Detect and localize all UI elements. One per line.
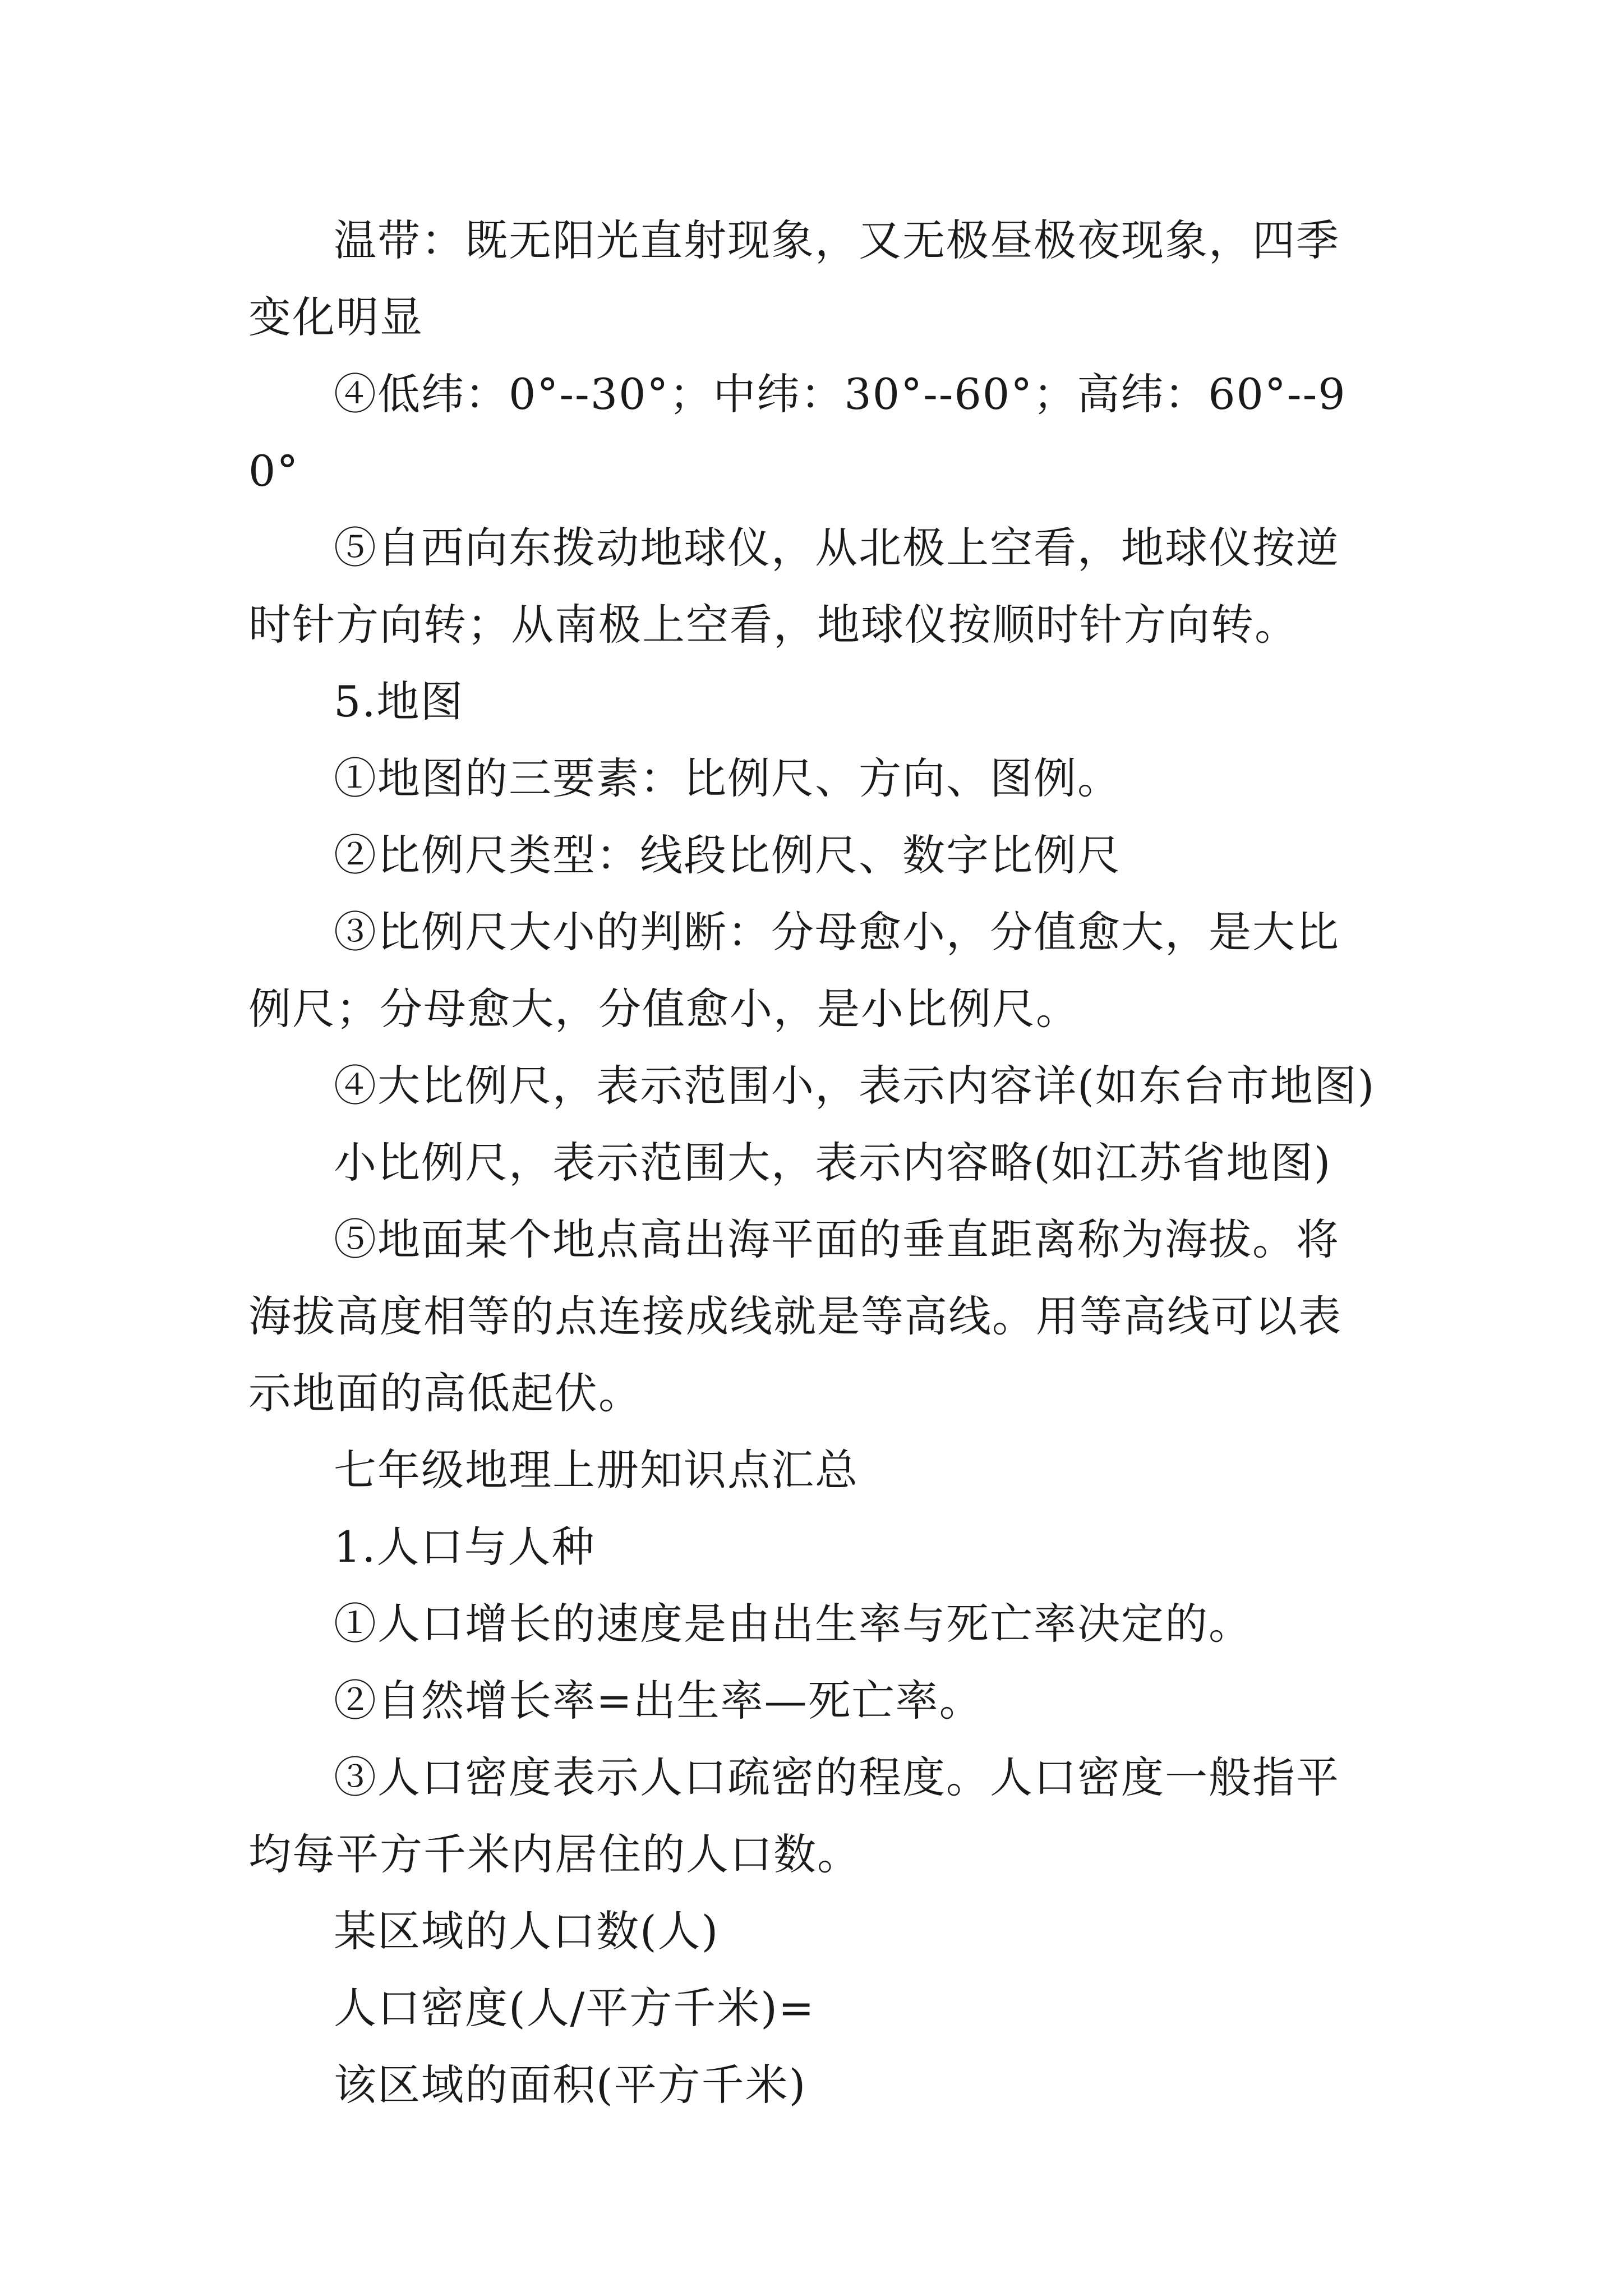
paragraph-latitude-ranges: ④低纬：0°--30°；中纬：30°--60°；高纬：60°--90° [248,369,1347,496]
section-heading-population: 1.人口与人种 [334,1522,596,1572]
paragraph-temperate-zone: 温带：既无阳光直射现象，又无极昼极夜现象，四季变化明显 [248,215,1340,342]
paragraph-map-elements: ①地图的三要素：比例尺、方向、图例。 [334,753,1121,803]
paragraph-scale-types: ②比例尺类型：线段比例尺、数字比例尺 [334,830,1121,880]
paragraph-population-growth: ①人口增长的速度是由出生率与死亡率决定的。 [334,1599,1252,1649]
paragraph-scale-judgement: ③比例尺大小的判断：分母愈小，分值愈大，是大比例尺；分母愈大，分值愈小，是小比例尺。 [248,907,1340,1034]
section-title-summary: 七年级地理上册知识点汇总 [334,1445,859,1495]
document-body [248,202,1376,2123]
paragraph-large-scale: ④大比例尺，表示范围小，表示内容详(如东台市地图) [334,1061,1376,1111]
paragraph-altitude-contour: ⑤地面某个地点高出海平面的垂直距离称为海拔。将海拔高度相等的点连接成线就是等高线。用等高线可以表示地面的高低起伏。 [248,1214,1342,1418]
paragraph-natural-growth-rate: ②自然增长率=出生率—死亡率。 [334,1676,983,1726]
formula-numerator: 某区域的人口数(人) [334,1906,720,1956]
paragraph-small-scale: 小比例尺，表示范围大，表示内容略(如江苏省地图) [334,1138,1332,1188]
paragraph-globe-rotation: ⑤自西向东拨动地球仪，从北极上空看，地球仪按逆时针方向转；从南极上空看，地球仪按顺时针方向转。 [248,523,1340,650]
paragraph-population-density: ③人口密度表示人口疏密的程度。人口密度一般指平均每平方千米内居住的人口数。 [248,1752,1340,1879]
section-heading-map: 5.地图 [334,677,464,726]
formula-lhs: 人口密度(人/平方千米)= [334,1983,815,2033]
formula-denominator: 该区域的面积(平方千米) [334,2060,807,2110]
